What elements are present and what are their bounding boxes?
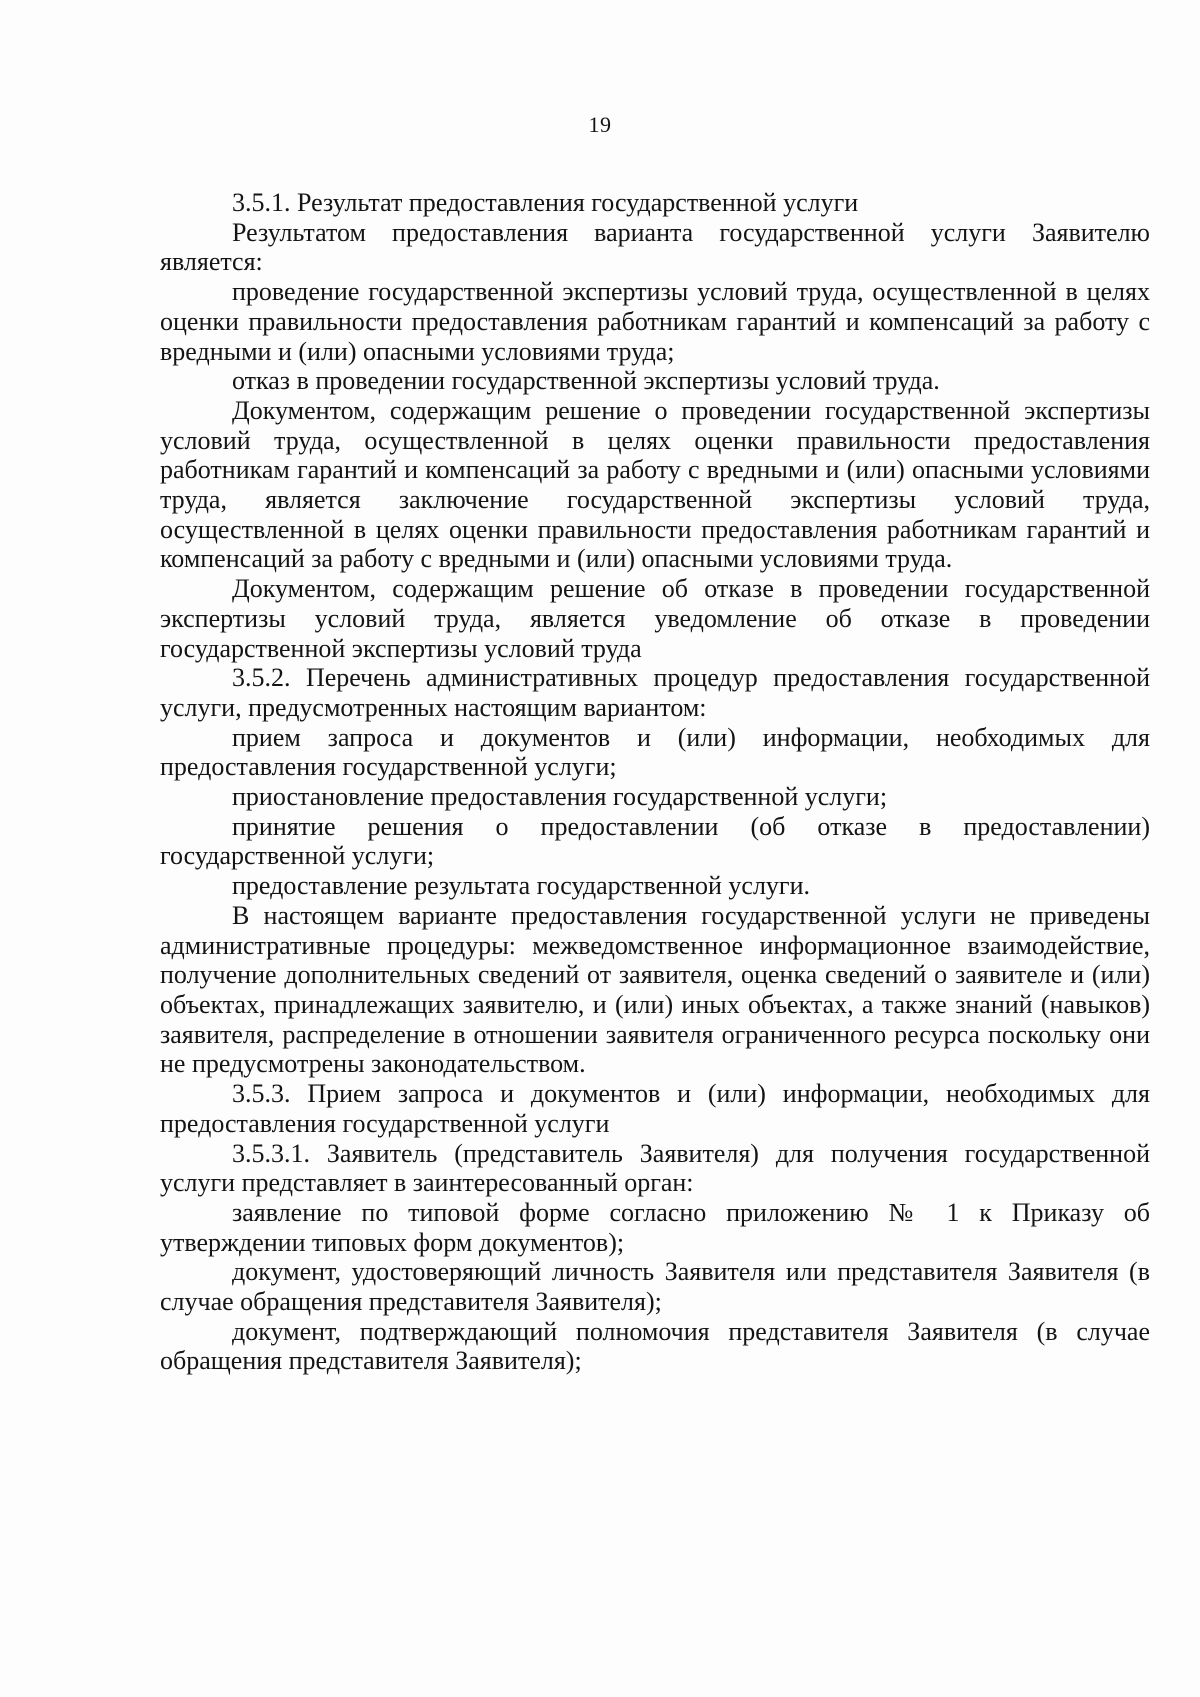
- page-number: 19: [588, 112, 612, 137]
- paragraph-refusal-document: Документом, содержащим решение об отказе в проведении государственной экспертизы условий труда, является уведомление об отказе в проведении государственной экспертизы условий труда: [160, 574, 1150, 663]
- required-document-application: заявление по типовой форме согласно приложению № 1 к Приказу об утверждении типовых форм документов);: [160, 1197, 1150, 1257]
- procedure-item-request: прием запроса и документов и (или) информации, необходимых для предоставления государственной услуги;: [160, 722, 1150, 782]
- procedure-item-decision: принятие решения о предоставлении (об отказе в предоставлении) государственной услуги;: [160, 811, 1150, 871]
- document-body: [160, 188, 1150, 1376]
- section-heading-3-5-3-1: 3.5.3.1. Заявитель (представитель Заявителя) для получения государственной услуги представляет в заинтересованный орган:: [160, 1138, 1150, 1198]
- required-document-identity: документ, удостоверяющий личность Заявителя или представителя Заявителя (в случае обращения представителя Заявителя);: [160, 1257, 1150, 1317]
- paragraph-result-item-refusal: отказ в проведении государственной экспертизы условий труда.: [232, 366, 940, 396]
- section-heading-3-5-2: 3.5.2. Перечень административных процедур предоставления государственной услуги, предусмотренных настоящим вариантом:: [160, 663, 1150, 722]
- section-heading-3-5-3: 3.5.3. Прием запроса и документов и (или) информации, необходимых для предоставления государственной услуги: [160, 1079, 1150, 1138]
- procedure-item-result: предоставление результата государственной услуги.: [232, 871, 811, 901]
- paragraph-result-item-expertise: проведение государственной экспертизы условий труда, осуществленной в целях оценки правильности предоставления работникам гарантий и компенсаций за работу с вредными и (или) опасными условиями труда;: [160, 277, 1150, 366]
- section-heading-3-5-1: 3.5.1. Результат предоставления государственной услуги: [232, 188, 859, 217]
- required-document-authority: документ, подтверждающий полномочия представителя Заявителя (в случае обращения представителя Заявителя);: [160, 1316, 1150, 1376]
- procedure-item-suspension: приостановление предоставления государственной услуги;: [232, 782, 888, 812]
- paragraph-decision-document: Документом, содержащим решение о проведении государственной экспертизы условий труда, осуществленной в целях оценки правильности предоставления работникам гарантий и компенсаций за работу с вредными и (или) опасными условиями труда, является заключение государственной экспертизы условий труда, осуществленной в целях оценки правильности предоставления работникам гарантий и компенсаций за работу с вредными и (или) опасными условиями труда.: [160, 395, 1150, 574]
- paragraph-excluded-procedures: В настоящем варианте предоставления государственной услуги не приведены административные процедуры: межведомственное информационное взаимодействие, получение дополнительных сведений от заявителя, оценка сведений о заявителе и (или) объектах, принадлежащих заявителю, и (или) иных объектах, а также знаний (навыков) заявителя, распределение в отношении заявителя ограниченного ресурса поскольку они не предусмотрены законодательством.: [160, 900, 1150, 1079]
- paragraph-result-intro: Результатом предоставления варианта государственной услуги Заявителю является:: [160, 217, 1150, 277]
